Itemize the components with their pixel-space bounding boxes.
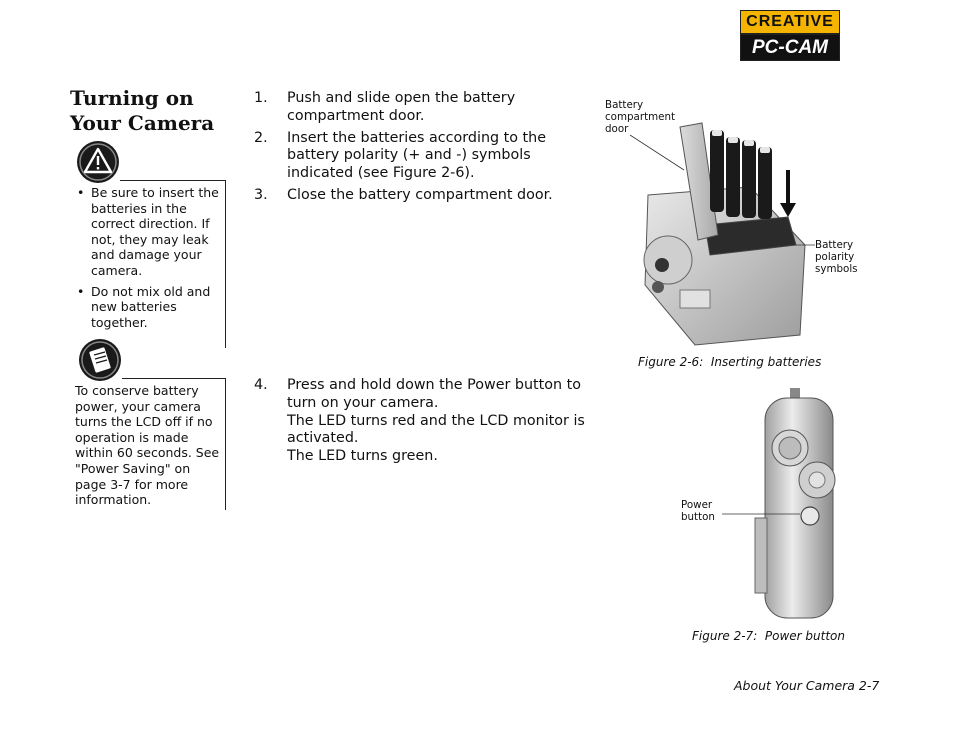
figure-2-6-caption: Figure 2-6: Inserting batteries xyxy=(638,355,822,369)
step-item xyxy=(254,90,574,126)
warning-triangle-icon xyxy=(76,140,120,184)
figure-2-7-caption: Figure 2-7: Power button xyxy=(692,629,845,643)
step-item xyxy=(254,187,574,205)
figure-2-7-power-button-illustration xyxy=(720,388,840,623)
step-text: Push and slide open the battery compartment door. xyxy=(287,90,516,124)
warning-note-top-rule xyxy=(120,180,225,181)
page-title-line2: Your Camera xyxy=(70,111,215,135)
step-text: Press and hold down the Power button to turn on your camera. xyxy=(287,377,581,411)
tip-note-side-rule xyxy=(225,378,226,510)
step-number: 1. xyxy=(254,90,268,106)
label-battery-polarity-symbols: Battery polarity symbols xyxy=(815,239,858,275)
step-text: The LED turns red and the LCD monitor is activated. xyxy=(287,412,585,447)
warning-bullet: • Be sure to insert the batteries in the correct direction. If not, they may leak and damage your camera. xyxy=(77,185,219,278)
warning-bullet: • Do not mix old and new batteries together. xyxy=(77,283,211,330)
step-number: 2. xyxy=(254,129,268,146)
page-title xyxy=(70,86,240,136)
tip-note: To conserve battery power, your camera turns the LCD off if no operation is made within 60 seconds. See "Power Saving" on page 3-7 for more information. xyxy=(75,383,220,508)
page-footer: About Your Camera 2-7 xyxy=(734,678,880,693)
page-title-line1: Turning on xyxy=(70,86,194,110)
steps-list xyxy=(254,90,574,209)
step-item xyxy=(254,130,574,183)
label-power-button: Power button xyxy=(681,499,715,523)
step-text: The LED turns green. xyxy=(287,448,438,465)
step-text: Close the battery compartment door. xyxy=(287,186,553,203)
warning-note xyxy=(75,185,223,335)
step-text: Insert the batteries according to the battery polarity (+ and -) symbols indicated (see Figure 2-6). xyxy=(287,129,546,182)
step-number: 3. xyxy=(254,186,268,203)
label-battery-compartment-door: Battery compartment door xyxy=(605,99,676,135)
warning-note-side-rule xyxy=(225,180,226,348)
tip-note-top-rule xyxy=(122,378,225,379)
notepad-icon xyxy=(78,338,122,382)
step-4 xyxy=(254,377,604,470)
step-item xyxy=(254,377,604,466)
logo-pc-cam: PC-CAM xyxy=(740,34,840,61)
step-number: 4. xyxy=(254,377,268,393)
creative-pc-cam-logo xyxy=(740,10,840,60)
logo-creative: CREATIVE xyxy=(740,10,840,34)
